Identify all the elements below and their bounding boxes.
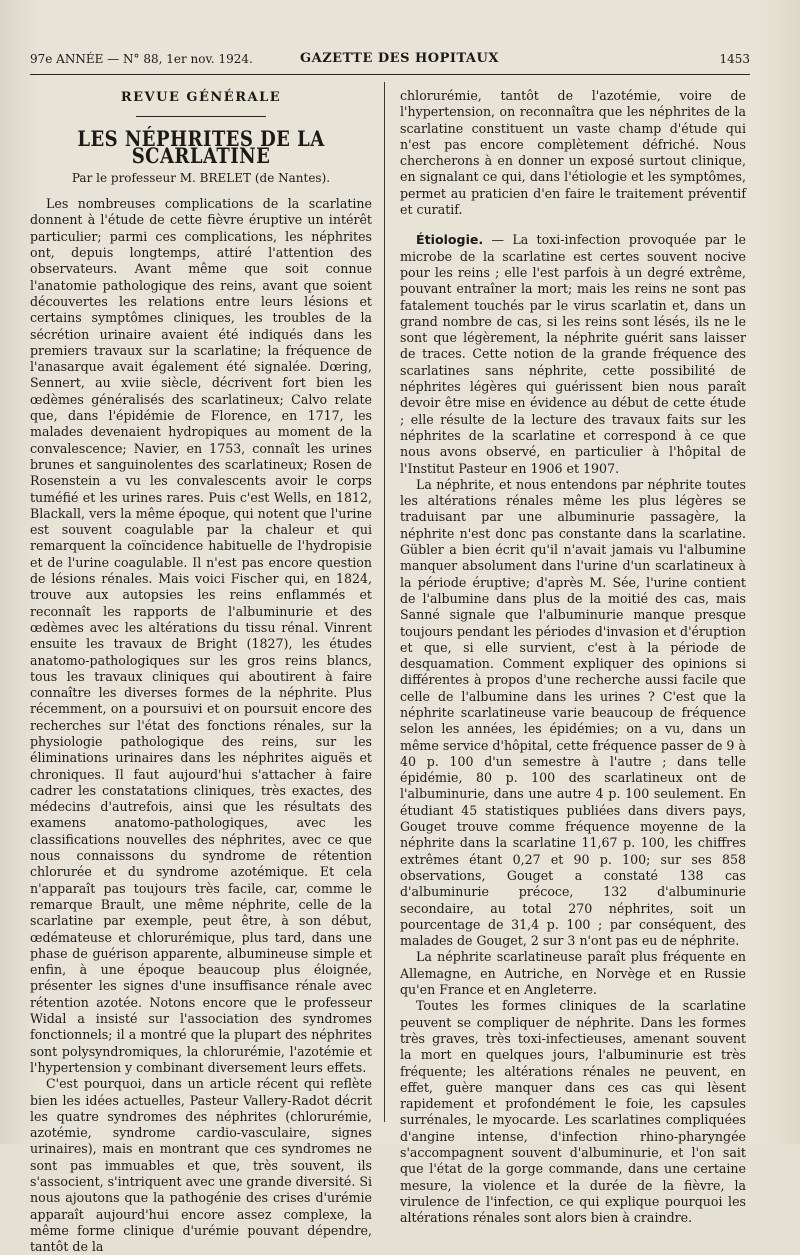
body-paragraph: La néphrite, et nous entendons par néphrite toutes les altérations rénales même les plus légères se traduisant par une albuminurie passagère, la néphrite n'est donc pas constante dans la scarlatine. Gübler a bien écrit qu'il n'avait jamais vu l'albumine manquer absolument dans l'urine d'un scarlatineux à la période éruptive; d'après M. Sée, l'urine contient de l'albumine dans plus de la moitié des cas, mais Sanné signale que l'albuminurie manque presque toujours pendant les périodes d'invasion et d'éruption et que, si elle survient, c'est à la période de desquamation. Comment expliquer des opinions si différentes à propos d'une recherche aussi facile que celle de l'albumine dans les urines ? C'est que la néphrite scarlatineuse varie beaucoup de fréquence selon les années, les épidémies; on a vu, dans un même service d'hôpital, cette fréquence passer de 9 à 40 p. 100 d'un semestre à l'autre ; dans telle épidémie, 80 p. 100 des scarlatineux ont de l'albuminurie, dans une autre 4 p. 100 seulement. En étudiant 45 statistiques publiées dans divers pays, Gouget trouve comme fréquence moyenne de la néphrite dans la scarlatine 11,67 p. 100, les chiffres extrêmes étant 0,27 et 90 p. 100; sur ses 858 observations, Gouget a constaté 138 cas d'albuminurie précoce, 132 d'albuminurie secondaire, au total 270 néphrites, soit un pourcentage de 31,4 p. 100 ; par conséquent, des malades de Gouget, 2 sur 3 n'ont pas eu de néphrite. bbox=[400, 476, 746, 949]
body-paragraph: La néphrite scarlatineuse paraît plus fréquente en Allemagne, en Autriche, en Norvège et en Russie qu'en France et en Angleterre. bbox=[400, 949, 746, 998]
article-byline: Par le professeur M. BRELET (de Nantes). bbox=[71, 170, 331, 185]
journal-name: GAZETTE DES HOPITAUX bbox=[300, 51, 499, 66]
section-text: — La toxi-infection provoquée par le microbe de la scarlatine est certes souvent nocive pour les reins ; elle l'est parfois à un degré extrême, pouvant entraîner la mort; mais les reins ne sont pas fatalement touchés par le virus scarlatin et, dans un grand nombre de cas, si les reins sont lésés, ils ne le sont que légèrement, la néphrite guérit sans laisser de traces. Cette notion de la grande fréquence des scarlatines sans néphrite, cette possibilité de néphrites légères qui guérissent bien nous paraît devoir être mise en évidence au début de cette étude ; elle résulte de la lecture des travaux faits sur les néphrites de la scarlatine et correspond à ce que nous avons observé, en particulier à l'hôpital de l'Institut Pasteur en 1906 et 1907. bbox=[400, 232, 746, 476]
etiology-paragraph bbox=[400, 232, 746, 476]
header-rule bbox=[30, 74, 750, 75]
body-paragraph: Toutes les formes cliniques de la scarlatine peuvent se compliquer de néphrite. Dans les formes très graves, très toxi-infectieuses, amenant souvent la mort en quelques jours, l'albuminurie est très fréquente; les altérations rénales ne peuvent, en effet, guère manquer dans ces cas qui lèsent rapidement et profondément le foie, les capsules surrénales, le myocarde. Les scarlatines compliquées d'angine intense, d'infection rhino-pharyngée s'accompagnent souvent d'albuminurie, et l'on sait que l'état de la gorge commande, dans une certaine mesure, la violence et la durée de la fièvre, la virulence de l'infection, ce qui explique pourquoi les altérations rénales sont alors bien à craindre. bbox=[400, 998, 746, 1226]
left-column bbox=[30, 88, 372, 1255]
section-kicker: REVUE GÉNÉRALE bbox=[120, 90, 282, 105]
issue-line: 97e ANNÉE — N° 88, 1er nov. 1924. bbox=[30, 52, 253, 66]
body-paragraph: chlorurémie, tantôt de l'azotémie, voire de l'hypertension, on reconnaîtra que les néphrites de la scarlatine constituent un vaste champ d'étude qui n'est pas encore complètement défriché. Nous chercherons à en donner un exposé surtout clinique, en signalant ce qui, dans l'étiologie et les symptômes, permet au praticien d'en faire le traitement préventif et curatif. bbox=[400, 88, 746, 218]
running-header bbox=[30, 48, 750, 70]
body-paragraph: C'est pourquoi, dans un article récent qui reflète bien les idées actuelles, Pasteur Vallery-Radot décrit les quatre syndromes des néphrites (chlorurémie, azotémie, syndrome cardio-vasculaire, signes urinaires), mais en montrant que ces syndromes ne sont pas immuables et que, très souvent, ils s'associent, s'intriquent avec une grande diversité. Si nous ajoutons que la pathogénie des crises d'urémie apparaît aujourd'hui encore assez complexe, la même forme clinique d'urémie pouvant dépendre, tantôt de la bbox=[30, 1076, 372, 1255]
paragraph-gap bbox=[400, 218, 746, 232]
section-heading: Étiologie. bbox=[416, 232, 484, 248]
kicker-rule bbox=[136, 116, 266, 117]
page-number: 1453 bbox=[719, 52, 750, 66]
right-column bbox=[400, 88, 746, 1226]
column-divider bbox=[384, 82, 385, 1122]
body-paragraph: Les nombreuses complications de la scarlatine donnent à l'étude de cette fièvre éruptive un intérêt particulier; parmi ces complications, les néphrites ont, depuis longtemps, attiré l'attention des observateurs. Avant même que soit connue l'anatomie pathologique des reins, avant que soient découvertes les relations entre leurs lésions et certains symptômes cliniques, les troubles de la sécrétion urinaire avaient été indiqués dans les premiers travaux sur la scarlatine; la fréquence de l'anasarque avait également été signalée. Dœring, Sennert, au xviie siècle, décrivent fort bien les œdèmes généralisés des scarlatineux; Calvo relate que, dans l'épidémie de Florence, en 1717, les malades devenaient hydropiques au moment de la convalescence; Navier, en 1753, connaît les urines brunes et sanguinolentes des scarlatineux; Rosen de Rosenstein a vu les convalescents avoir le corps tuméfié et les urines rares. Puis c'est Wells, en 1812, Blackall, vers la même époque, qui notent que l'urine est souvent coagulable par la chaleur et qui remarquent la coïncidence habituelle de l'hydropisie et de l'urine coagulable. Il n'est pas encore question de lésions rénales. Mais voici Fischer qui, en 1824, trouve aux autopsies les reins enflammés et reconnaît les rapports de l'albuminurie et des œdèmes avec les altérations du tissu rénal. Vinrent ensuite les travaux de Bright (1827), les études anatomo-pathologiques sur les gros reins blancs, tous les travaux cliniques qui aboutirent à faire connaître les diverses formes de la néphrite. Plus récemment, on a poursuivi et on poursuit encore des recherches sur l'état des fonctions rénales, sur la physiologie pathologique des reins, sur les éliminations urinaires dans les néphrites aiguës et chroniques. Il faut aujourd'hui s'attacher à faire cadrer les constatations cliniques, très exactes, des médecins d'autrefois, ainsi que les résultats des examens anatomo-pathologiques, avec les classifications nouvelles des néphrites, avec ce que nous connaissons du syndrome de rétention chlorurée et du syndrome azotémique. Et cela n'apparaît pas toujours très facile, car, comme le remarque Brault, une même néphrite, celle de la scarlatine par exemple, peut être, à son début, œdémateuse et chlorurémique, plus tard, dans une phase de guérison apparente, albumineuse simple et enfin, à une époque beaucoup plus éloignée, présenter les signes d'une insuffisance rénale avec rétention azotée. Notons encore que le professeur Widal a insisté sur l'association des syndromes fonctionnels; il a montré que la plupart des néphrites sont polysyndromiques, la chlorurémie, l'azotémie et l'hypertension y combinant diversement leurs effets. bbox=[30, 196, 372, 1075]
article-title: LES NÉPHRITES DE LA SCARLATINE bbox=[77, 126, 325, 168]
